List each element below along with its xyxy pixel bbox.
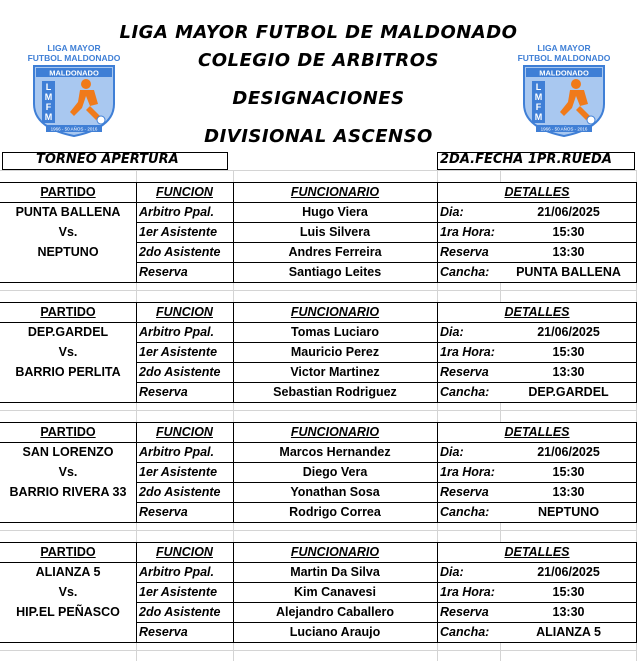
detail-label-cell: Cancha: xyxy=(440,625,490,639)
row-border xyxy=(136,262,637,263)
funcionario-cell: Santiago Leites xyxy=(288,265,382,279)
row-border xyxy=(136,462,637,463)
logo-top-text: FUTBOL MALDONADO xyxy=(28,53,120,63)
designations-title: DESIGNACIONES xyxy=(232,88,405,109)
assignment-row xyxy=(0,382,637,402)
detail-value-cell: 13:30 xyxy=(552,485,585,499)
grid-line xyxy=(0,410,637,411)
detail-label-cell: Dia: xyxy=(440,325,464,339)
row-border xyxy=(136,222,637,223)
block-border xyxy=(0,542,637,543)
row-border xyxy=(136,242,637,243)
block-border xyxy=(0,522,637,523)
assignment-row xyxy=(0,562,637,582)
league-logo-right xyxy=(518,42,610,138)
league-title: LIGA MAYOR FUTBOL DE MALDONADO xyxy=(119,22,518,43)
funcion-header: FUNCION xyxy=(156,425,213,439)
detalles-header: DETALLES xyxy=(504,305,570,319)
column-border xyxy=(233,302,234,402)
detail-value-cell: NEPTUNO xyxy=(537,505,600,519)
column-border xyxy=(233,422,234,522)
block-border xyxy=(0,182,637,183)
detail-label-cell: 1ra Hora: xyxy=(440,225,495,239)
assignment-row xyxy=(0,502,637,522)
row-border xyxy=(136,622,637,623)
funcionario-cell: Alejandro Caballero xyxy=(275,605,395,619)
match-header-row xyxy=(0,182,637,202)
detail-label-cell: Dia: xyxy=(440,445,464,459)
funcionario-cell: Sebastian Rodriguez xyxy=(273,385,397,399)
funcion-cell: Reserva xyxy=(139,265,188,279)
column-border xyxy=(437,302,438,402)
detail-label-cell: 1ra Hora: xyxy=(440,345,495,359)
detail-label-cell: Reserva xyxy=(440,485,489,499)
match-header-row xyxy=(0,302,637,322)
column-border xyxy=(136,182,137,282)
assignment-row xyxy=(0,222,637,242)
logo-letter: M xyxy=(534,92,543,102)
logo-letter: L xyxy=(535,82,542,92)
detail-value-cell: 13:30 xyxy=(552,365,585,379)
row-border xyxy=(0,442,136,443)
row-border xyxy=(136,342,637,343)
funcionario-cell: Andres Ferreira xyxy=(288,245,382,259)
home-team: ALIANZA 5 xyxy=(35,565,101,579)
funcion-cell: 1er Asistente xyxy=(139,225,218,239)
row-border xyxy=(136,202,637,203)
funcionario-cell: Diego Vera xyxy=(302,465,368,479)
funcionario-cell: Martin Da Silva xyxy=(290,565,380,579)
logo-player-head xyxy=(81,79,91,89)
funcionario-header: FUNCIONARIO xyxy=(290,185,380,199)
logo-letter: F xyxy=(45,102,52,112)
funcionario-cell: Victor Martinez xyxy=(290,365,380,379)
funcion-cell: Arbitro Ppal. xyxy=(139,565,215,579)
grid-line xyxy=(0,650,637,651)
assignment-row xyxy=(0,322,637,342)
detail-value-cell: 21/06/2025 xyxy=(537,325,600,339)
logo-letter: F xyxy=(535,102,542,112)
home-team: PUNTA BALLENA xyxy=(15,205,121,219)
logo-player-head xyxy=(571,79,581,89)
funcion-cell: Arbitro Ppal. xyxy=(139,445,215,459)
away-team: BARRIO RIVERA 33 xyxy=(9,485,127,499)
home-team: DEP.GARDEL xyxy=(27,325,109,339)
row-border xyxy=(136,502,637,503)
torneo-label: TORNEO APERTURA xyxy=(36,152,179,167)
assignment-row xyxy=(0,442,637,462)
away-team: NEPTUNO xyxy=(37,245,99,259)
division-title: DIVISIONAL ASCENSO xyxy=(204,126,433,147)
funcion-cell: Reserva xyxy=(139,505,188,519)
funcion-cell: Reserva xyxy=(139,625,188,639)
funcion-cell: 1er Asistente xyxy=(139,345,218,359)
row-border xyxy=(136,322,637,323)
funcion-cell: Arbitro Ppal. xyxy=(139,325,215,339)
funcion-cell: 2do Asistente xyxy=(139,365,221,379)
funcion-cell: 2do Asistente xyxy=(139,245,221,259)
versus-label: Vs. xyxy=(58,465,78,479)
match-block xyxy=(0,302,637,402)
funcion-cell: Reserva xyxy=(139,385,188,399)
detail-label-cell: 1ra Hora: xyxy=(440,465,495,479)
funcion-header: FUNCION xyxy=(156,185,213,199)
detail-label-cell: Cancha: xyxy=(440,385,490,399)
detail-value-cell: PUNTA BALLENA xyxy=(516,265,621,279)
detail-value-cell: 13:30 xyxy=(552,245,585,259)
match-block xyxy=(0,542,637,642)
partido-header: PARTIDO xyxy=(40,545,96,559)
grid-line xyxy=(0,290,637,291)
funcion-header: FUNCION xyxy=(156,545,213,559)
column-border xyxy=(136,302,137,402)
funcion-cell: 1er Asistente xyxy=(139,585,218,599)
funcionario-cell: Hugo Viera xyxy=(302,205,368,219)
funcionario-cell: Mauricio Perez xyxy=(290,345,380,359)
detail-value-cell: 21/06/2025 xyxy=(537,205,600,219)
versus-label: Vs. xyxy=(58,225,78,239)
logo-banner-text: MALDONADO xyxy=(49,68,99,78)
funcion-header: FUNCION xyxy=(156,305,213,319)
partido-header: PARTIDO xyxy=(40,425,96,439)
funcionario-cell: Luciano Araujo xyxy=(289,625,381,639)
logo-letter: L xyxy=(45,82,52,92)
home-team: SAN LORENZO xyxy=(22,445,114,459)
logo-top-text: LIGA MAYOR xyxy=(537,43,591,53)
row-border xyxy=(0,562,136,563)
detail-value-cell: 15:30 xyxy=(552,225,585,239)
funcion-cell: 1er Asistente xyxy=(139,465,218,479)
fecha-label: 2DA.FECHA 1PR.RUEDA xyxy=(440,152,612,167)
detail-label-cell: Reserva xyxy=(440,605,489,619)
funcionario-cell: Kim Canavesi xyxy=(294,585,376,599)
college-title: COLEGIO DE ARBITROS xyxy=(198,50,439,71)
logo-letter: M xyxy=(44,92,53,102)
row-border xyxy=(136,602,637,603)
block-border xyxy=(0,402,637,403)
block-border xyxy=(0,642,637,643)
assignment-row xyxy=(0,342,637,362)
match-block xyxy=(0,182,637,282)
detalles-header: DETALLES xyxy=(504,185,570,199)
detail-label-cell: Cancha: xyxy=(440,265,490,279)
funcionario-cell: Yonathan Sosa xyxy=(290,485,380,499)
column-border xyxy=(437,182,438,282)
assignment-row xyxy=(0,362,637,382)
column-border xyxy=(437,422,438,522)
away-team: BARRIO PERLITA xyxy=(15,365,121,379)
funcion-cell: 2do Asistente xyxy=(139,485,221,499)
logo-footer-text: 1966 - 50 AÑOS - 2016 xyxy=(50,126,98,132)
detail-label-cell: Reserva xyxy=(440,245,489,259)
column-border xyxy=(136,422,137,522)
detail-value-cell: 21/06/2025 xyxy=(537,565,600,579)
detail-label-cell: 1ra Hora: xyxy=(440,585,495,599)
row-border xyxy=(136,382,637,383)
logo-top-text: FUTBOL MALDONADO xyxy=(518,53,610,63)
grid-line xyxy=(0,170,637,171)
funcionario-header: FUNCIONARIO xyxy=(290,305,380,319)
logo-top-text: LIGA MAYOR xyxy=(47,43,101,53)
funcionario-cell: Luis Silvera xyxy=(299,225,371,239)
detail-value-cell: ALIANZA 5 xyxy=(536,625,601,639)
league-logo-left xyxy=(28,42,120,138)
assignment-row xyxy=(0,622,637,642)
detail-value-cell: 15:30 xyxy=(552,345,585,359)
away-team: HIP.EL PEÑASCO xyxy=(16,605,120,619)
logo-letter: M xyxy=(534,112,543,122)
assignment-row xyxy=(0,602,637,622)
logo-banner-text: MALDONADO xyxy=(539,68,589,78)
row-border xyxy=(136,562,637,563)
detail-label-cell: Dia: xyxy=(440,565,464,579)
logo-ball xyxy=(587,116,595,124)
row-border xyxy=(136,582,637,583)
row-border xyxy=(0,322,136,323)
row-border xyxy=(136,482,637,483)
match-header-row xyxy=(0,422,637,442)
match-block xyxy=(0,422,637,522)
logo-ball xyxy=(97,116,105,124)
block-border xyxy=(0,302,637,303)
column-border xyxy=(233,542,234,642)
assignment-row xyxy=(0,242,637,262)
detail-label-cell: Reserva xyxy=(440,365,489,379)
funcionario-header: FUNCIONARIO xyxy=(290,425,380,439)
partido-header: PARTIDO xyxy=(40,305,96,319)
funcion-cell: 2do Asistente xyxy=(139,605,221,619)
funcionario-cell: Rodrigo Correa xyxy=(289,505,381,519)
detalles-header: DETALLES xyxy=(504,425,570,439)
detalles-header: DETALLES xyxy=(504,545,570,559)
match-header-row xyxy=(0,542,637,562)
funcion-cell: Arbitro Ppal. xyxy=(139,205,215,219)
funcionario-cell: Marcos Hernandez xyxy=(279,445,391,459)
column-border xyxy=(136,542,137,642)
versus-label: Vs. xyxy=(58,585,78,599)
column-border xyxy=(233,182,234,282)
detail-label-cell: Cancha: xyxy=(440,505,490,519)
assignment-row xyxy=(0,482,637,502)
logo-letter: M xyxy=(44,112,53,122)
detail-value-cell: 15:30 xyxy=(552,465,585,479)
detail-value-cell: 15:30 xyxy=(552,585,585,599)
assignment-row xyxy=(0,202,637,222)
row-border xyxy=(0,202,136,203)
assignment-row xyxy=(0,462,637,482)
partido-header: PARTIDO xyxy=(40,185,96,199)
funcionario-cell: Tomas Luciaro xyxy=(291,325,379,339)
column-border xyxy=(437,542,438,642)
detail-label-cell: Dia: xyxy=(440,205,464,219)
versus-label: Vs. xyxy=(58,345,78,359)
detail-value-cell: 13:30 xyxy=(552,605,585,619)
block-border xyxy=(0,282,637,283)
row-border xyxy=(136,362,637,363)
assignment-row xyxy=(0,262,637,282)
grid-line xyxy=(0,530,637,531)
detail-value-cell: DEP.GARDEL xyxy=(528,385,609,399)
detail-value-cell: 21/06/2025 xyxy=(537,445,600,459)
assignment-row xyxy=(0,582,637,602)
logo-footer-text: 1966 - 50 AÑOS - 2016 xyxy=(540,126,588,132)
funcionario-header: FUNCIONARIO xyxy=(290,545,380,559)
block-border xyxy=(0,422,637,423)
row-border xyxy=(136,442,637,443)
